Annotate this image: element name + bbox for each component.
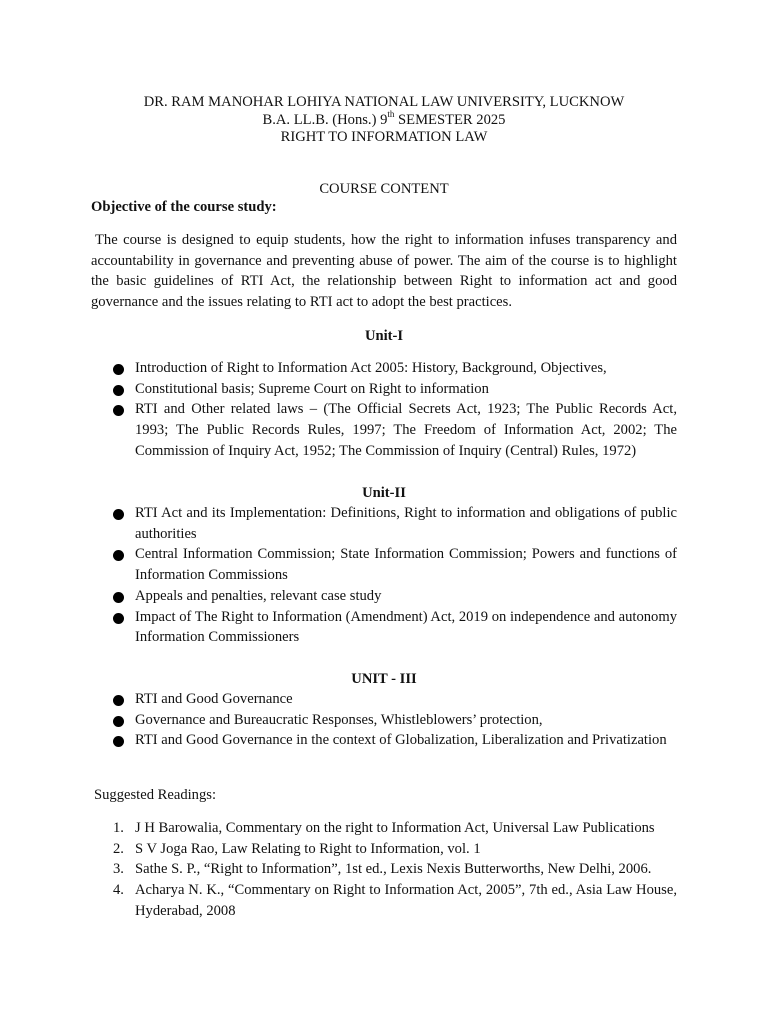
university-name: DR. RAM MANOHAR LOHIYA NATIONAL LAW UNIVERSITY, LUCKNOW [143, 94, 625, 110]
reading-item [113, 880, 677, 921]
unit-3-list [113, 689, 677, 751]
reading-text: S V Joga Rao, Law Relating to Right to Information, vol. 1 [135, 840, 481, 857]
list-item-text: RTI Act and its Implementation: Definitions, Right to information and obligations of public authorities [135, 505, 677, 542]
unit-2-list [113, 503, 677, 648]
list-item-text: RTI and Other related laws – (The Official Secrets Act, 1923; The Public Records Act, 1993; The Public Records Rules, 1997; The Freedom of Information Act, 2002; The Commission of Inquiry Act, 1952; The Commission of Inquiry (Central) Rules, 1972) [135, 401, 677, 459]
list-item [113, 730, 677, 751]
program-line [0, 108, 768, 130]
bullet-icon [113, 385, 124, 396]
bullet-icon [113, 613, 124, 624]
list-item [113, 586, 677, 607]
reading-number: 1. [113, 820, 124, 836]
course-content-heading: COURSE CONTENT [319, 181, 449, 197]
list-item-text: RTI and Good Governance [135, 691, 293, 707]
program-superscript: th [387, 108, 395, 119]
bullet-icon [113, 592, 124, 603]
bullet-icon [113, 550, 124, 561]
list-item [113, 544, 677, 585]
reading-item [113, 859, 677, 880]
bullet-icon [113, 736, 124, 747]
reading-number: 4. [113, 882, 124, 899]
bullet-icon [113, 716, 124, 727]
bullet-icon [113, 405, 124, 416]
bullet-icon [113, 695, 124, 706]
reading-number: 3. [113, 861, 124, 878]
list-item [113, 399, 677, 461]
reading-text: Sathe S. P., “Right to Information”, 1st ed., Lexis Nexis Butterworths, New Delhi, 2006. [135, 861, 652, 878]
list-item-text: Impact of The Right to Information (Amendment) Act, 2019 on independence and autonomy Information Commissioners [135, 608, 677, 646]
bullet-icon [113, 509, 124, 520]
list-item-text: Governance and Bureaucratic Responses, Whistleblowers’ protection, [135, 711, 543, 728]
list-item [113, 379, 677, 400]
list-item-text: Introduction of Right to Information Act 2005: History, Background, Objectives, [135, 360, 607, 376]
readings-title: Suggested Readings: [94, 787, 217, 803]
program-suffix: SEMESTER 2025 [394, 111, 506, 128]
unit-1-list [113, 358, 677, 462]
reading-item [113, 818, 677, 839]
list-item-text: Central Information Commission; State Information Commission; Powers and functions of Information Commissions [135, 546, 677, 584]
list-item [113, 710, 677, 731]
course-name: RIGHT TO INFORMATION LAW [280, 129, 488, 145]
readings-list [113, 818, 677, 922]
unit-3-title: UNIT - III [351, 671, 417, 687]
list-item [113, 503, 677, 544]
reading-number: 2. [113, 840, 124, 857]
list-item [113, 607, 677, 648]
bullet-icon [113, 364, 124, 375]
objective-text: The course is designed to equip students, how the right to information infuses transparency and accountability in governance and preventing abuse of power. The aim of the course is to highlight the basic guidelines of RTI Act, the relationship between Right to information act and good governance and the issues relating to RTI act to adopt the best practices. [91, 232, 677, 311]
reading-text: Acharya N. K., “Commentary on Right to Information Act, 2005”, 7th ed., Asia Law House, Hyderabad, 2008 [135, 882, 677, 919]
list-item [113, 358, 677, 379]
list-item-text: Constitutional basis; Supreme Court on Right to information [135, 380, 489, 397]
unit-2-title: Unit-II [362, 485, 406, 501]
reading-text: J H Barowalia, Commentary on the right to Information Act, Universal Law Publications [135, 820, 655, 836]
list-item-text: RTI and Good Governance in the context of Globalization, Liberalization and Privatization [135, 732, 667, 749]
document-header [0, 94, 768, 147]
list-item [113, 689, 677, 710]
program-prefix: B.A. LL.B. (Hons.) 9 [262, 111, 388, 128]
objective-title: Objective of the course study: [91, 199, 277, 215]
list-item-text: Appeals and penalties, relevant case study [135, 587, 382, 604]
unit-1-title: Unit-I [364, 328, 404, 344]
reading-item [113, 839, 677, 860]
